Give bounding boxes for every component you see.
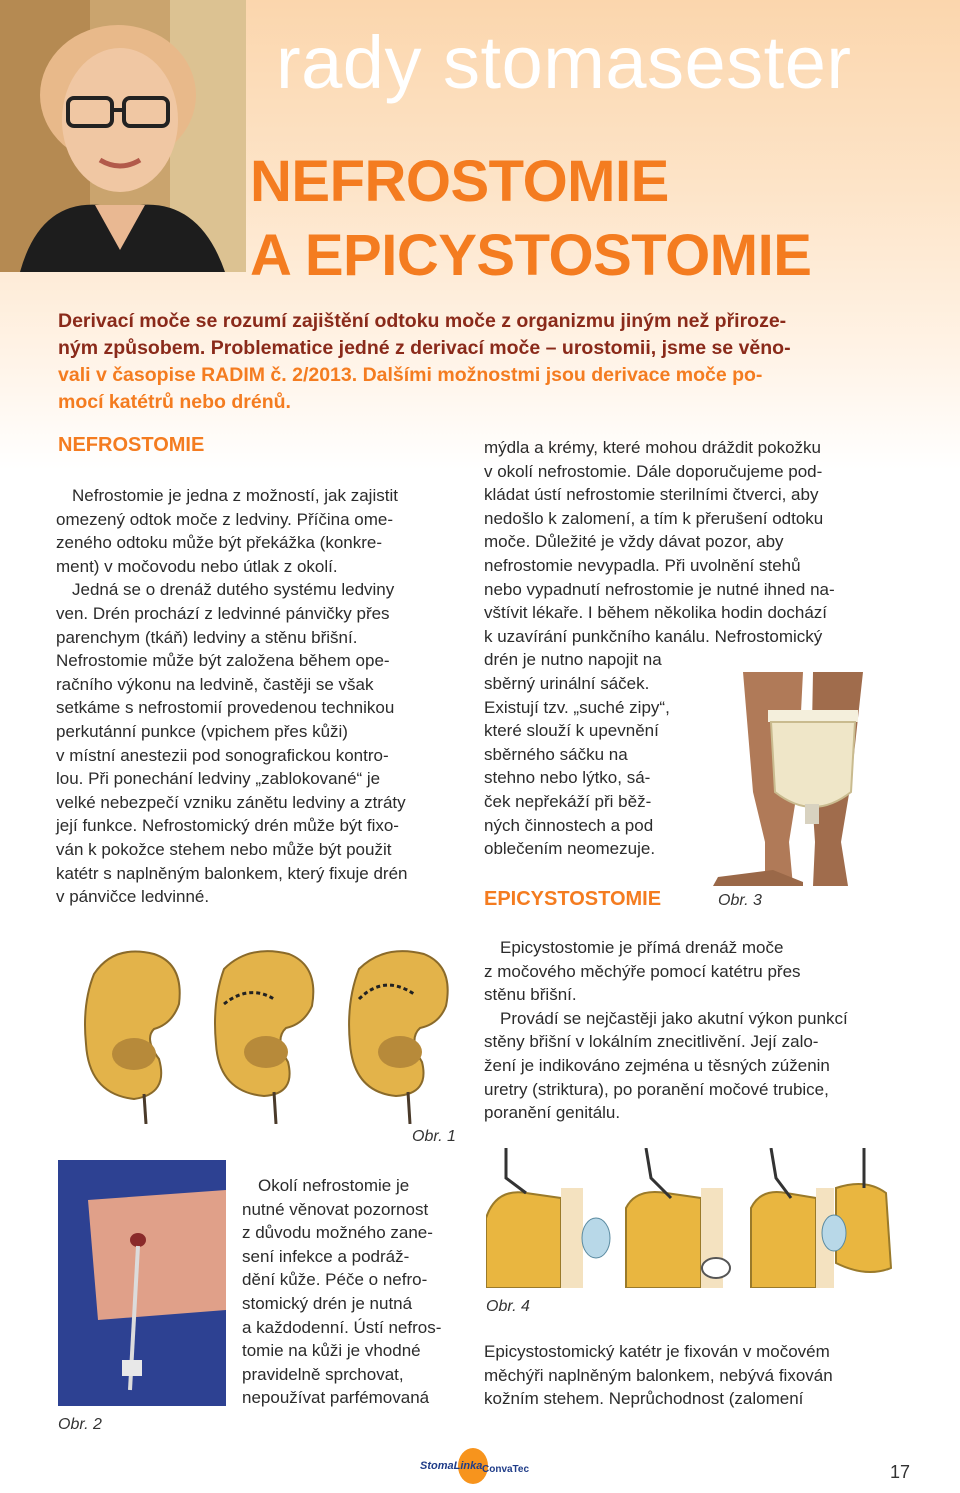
text-line: její funkce. Nefrostomický drén může být fixo-: [56, 816, 399, 836]
text-line: Existují tzv. „suché zipy“,: [484, 697, 670, 717]
text-line: ček nepřekáží při běž-: [484, 791, 652, 811]
text-line: velké nebezpečí vzniku zánětu ledviny a ztráty: [56, 792, 406, 812]
text-line: drén je nutno napojit na: [484, 650, 662, 670]
text-line: stěnu břišní.: [484, 985, 577, 1005]
text-line: stěny břišní v lokálním znecitlivění. Její zalo-: [484, 1032, 819, 1052]
lead-line: ným způsobem. Problematice jedné z derivací moče – urostomii, jsme se věno-: [58, 337, 791, 359]
lead-line: Derivací moče se rozumí zajištění odtoku moče z organizmu jiným než přiroze-: [58, 310, 787, 332]
epicystostomie-text: [484, 936, 904, 1125]
text-line: v místní anestezii pod sonografickou kontro-: [56, 745, 389, 765]
text-line: k uzavírání punkčního kanálu. Nefrostomický: [484, 626, 823, 646]
text-line: Provádí se nejčastěji jako akutní výkon punkcí: [500, 1008, 848, 1028]
text-line: perkutánní punkce (vpichem přes kůži): [56, 721, 348, 741]
article-title-line1: NEFROSTOMIE: [250, 149, 669, 214]
text-line: stehno nebo lýtko, sá-: [484, 768, 651, 788]
text-line: Nefrostomie může být založena během ope-: [56, 651, 390, 671]
text-line: ment) v močovodu nebo útlak z okolí.: [56, 556, 338, 576]
lead-line: mocí katétrů nebo drénů.: [58, 391, 291, 413]
text-line: setkáme s nefrostomií provedenou technikou: [56, 698, 395, 718]
series-title: rady stomasester: [276, 21, 852, 104]
text-line: ven. Drén prochází z ledvinné pánvičky přes: [56, 603, 390, 623]
caption-obr4: Obr. 4: [486, 1298, 530, 1315]
text-line: mýdla a krémy, které mohou dráždit pokožku: [484, 438, 821, 457]
bladder-illustrations: [486, 1148, 896, 1288]
text-line: které slouží k upevnění: [484, 721, 659, 741]
care-text: [242, 1174, 472, 1410]
text-line: z důvodu možného zane-: [242, 1223, 433, 1243]
text-line: oblečením neomezuje.: [484, 839, 656, 859]
text-line: parenchym (tkáň) ledviny a stěnu břišní.: [56, 627, 358, 647]
text-line: Epicystostomický katétr je fixován v močovém: [484, 1342, 830, 1361]
text-line: kožním stehem. Neprůchodnost (zalomení: [484, 1389, 804, 1409]
text-line: vštívit lékaře. I během několika hodin dochází: [484, 603, 828, 623]
text-line: tomie na kůži je vhodné: [242, 1341, 421, 1361]
logo-brand-stomalinka: StomaLinka: [420, 1460, 483, 1472]
text-line: sběrného sáčku na: [484, 744, 628, 764]
text-line: nebo vypadnutí nefrostomie je nutné ihned na-: [484, 579, 835, 599]
text-line: nedošlo k zalomení, a tím k přerušení odtoku: [484, 508, 824, 528]
text-line: nefrostomie nevypadla. Při uvolnění stehů: [484, 555, 801, 575]
text-line: v pánvičce ledvinné.: [56, 887, 210, 907]
text-line: z močového měchýře pomocí katétru přes: [484, 961, 801, 981]
caption-obr3: Obr. 3: [718, 892, 762, 909]
kidney-illustrations: [74, 944, 470, 1124]
stomalinka-convatec-logo: [420, 1448, 530, 1488]
text-line: nutné věnovat pozornost: [242, 1199, 429, 1219]
text-line: dění kůže. Péče o nefro-: [242, 1270, 428, 1290]
logo-brand-convatec: ConvaTec: [482, 1464, 530, 1475]
text-line: ván k pokožce stehem nebo může být použit: [56, 839, 392, 859]
text-line: v okolí nefrostomie. Dále doporučujeme pod-: [484, 461, 823, 481]
text-line: kládat ústí nefrostomie sterilními čtverci, aby: [484, 485, 819, 505]
text-line: sběrný urinální sáček.: [484, 673, 650, 693]
text-line: omezený odtok moče z ledviny. Příčina ome-: [56, 509, 393, 529]
leg-bag-photo: [713, 672, 891, 886]
nefrostomie-text: [56, 484, 466, 909]
text-line: ných činnostech a pod: [484, 815, 654, 835]
text-line: lou. Při ponechání ledviny „zablokované“ je: [56, 769, 381, 789]
text-line: žení je indikováno zejména u těsných zúženin: [484, 1055, 830, 1075]
text-line: poranění genitálu.: [484, 1103, 621, 1123]
lead-line: vali v časopise RADIM č. 2/2013. Dalšími možnostmi jsou derivace moče po-: [58, 364, 763, 386]
drain-site-photo: [58, 1160, 226, 1406]
author-portrait: [0, 0, 246, 272]
text-line: Nefrostomie je jedna z možností, jak zajistit: [72, 486, 398, 505]
text-line: měchýři naplněným balonkem, nebývá fixován: [484, 1365, 833, 1385]
text-line: Okolí nefrostomie je: [258, 1176, 410, 1195]
caption-obr1: Obr. 1: [412, 1128, 456, 1145]
text-line: uretry (striktura), po poranění močové trubice,: [484, 1079, 829, 1099]
text-line: sení infekce a podráž-: [242, 1246, 410, 1266]
text-line: zeného odtoku může být překážka (konkre-: [56, 533, 383, 553]
section-heading-epicystostomie: EPICYSTOSTOMIE: [484, 888, 662, 910]
caption-obr2: Obr. 2: [58, 1416, 102, 1433]
lead-paragraph: [58, 308, 908, 416]
page-number: 17: [889, 1462, 910, 1482]
article-title-line2: A EPICYSTOSTOMIE: [250, 223, 812, 288]
text-line: Epicystostomie je přímá drenáž moče: [500, 938, 784, 957]
text-line: Jedná se o drenáž dutého systému ledviny: [72, 580, 395, 600]
text-line: stomický drén je nutná: [242, 1293, 413, 1313]
text-line: pravidelně sprchovat,: [242, 1364, 404, 1384]
text-line: nepoužívat parfémovaná: [242, 1388, 430, 1408]
bottom-right-text: [484, 1340, 904, 1411]
text-line: moče. Důležité je vždy dávat pozor, aby: [484, 532, 784, 552]
section-heading-nefrostomie: NEFROSTOMIE: [58, 434, 205, 456]
text-line: račního výkonu na ledvině, častěji se však: [56, 674, 374, 694]
text-line: katétr s naplněným balonkem, který fixuje drén: [56, 863, 408, 883]
text-line: a každodenní. Ústí nefros-: [242, 1317, 442, 1337]
